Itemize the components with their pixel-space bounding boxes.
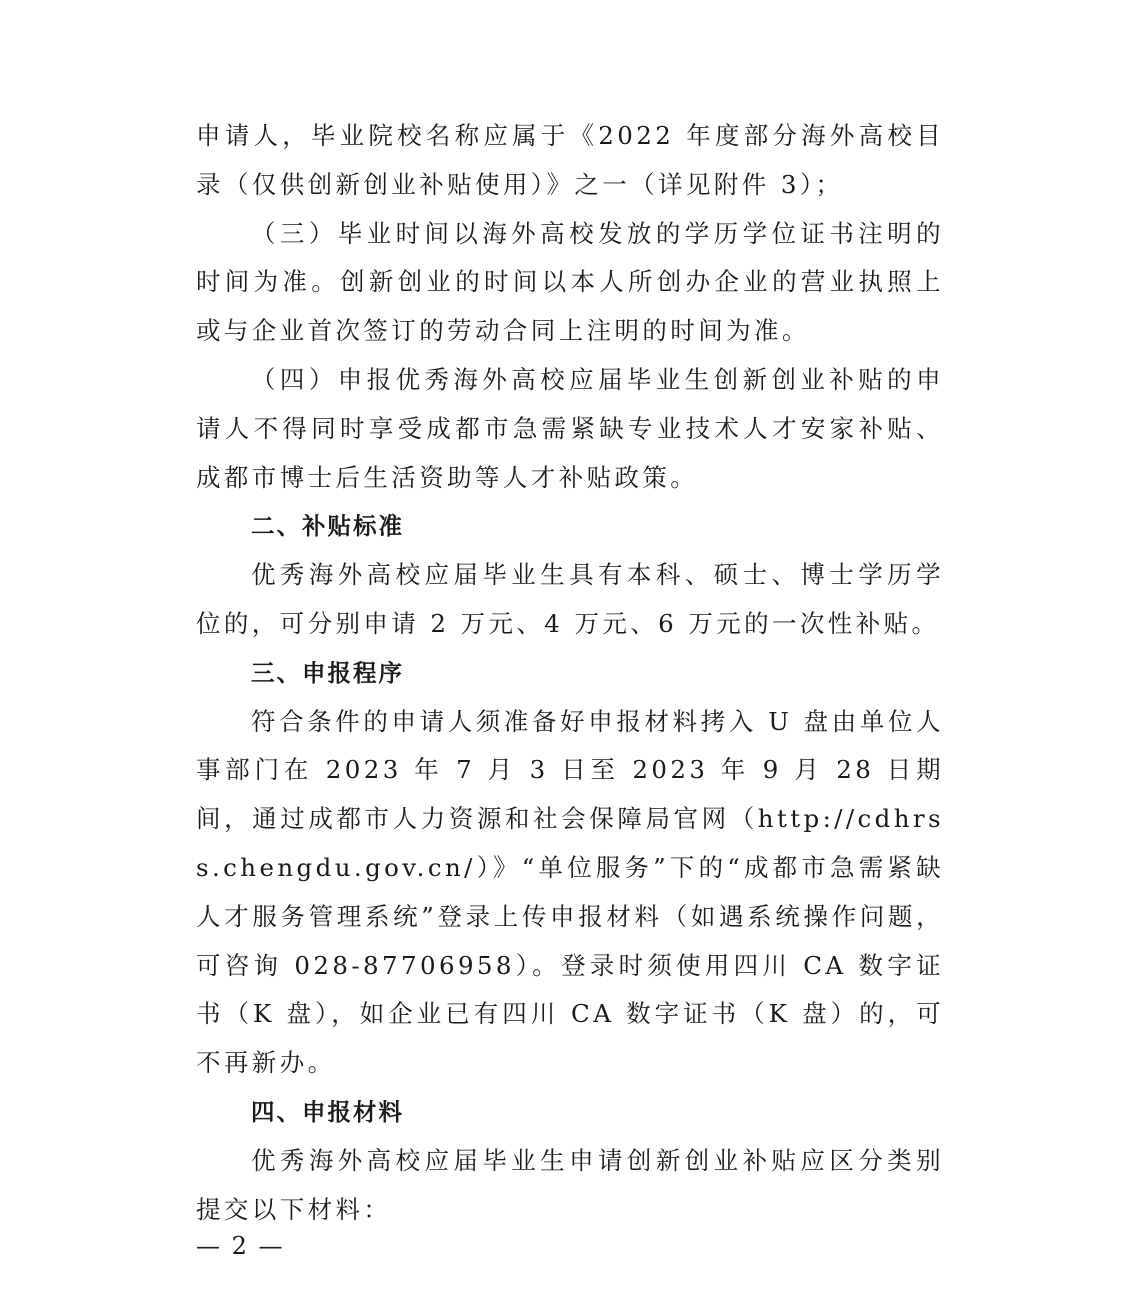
document-body [196,112,944,1234]
heading-application-materials: 四、申报材料 [251,1097,404,1126]
paragraph-subsidy-amount: 优秀海外高校应届毕业生具有本科、硕士、博士学历学位的，可分别申请 2 万元、4 万元、6 万元的一次性补贴。 [196,560,944,638]
heading-application-procedure: 三、申报程序 [251,658,404,687]
paragraph-applicant-school: 申请人，毕业院校名称应属于《2022 年度部分海外高校目录（仅供创新创业补贴使用）》之一（详见附件 3）； [196,121,944,199]
paragraph-graduation-time: （三）毕业时间以海外高校发放的学历学位证书注明的时间为准。创新创业的时间以本人所创办企业的营业执照上或与企业首次签订的劳动合同上注明的时间为准。 [196,218,944,346]
heading-subsidy-standard: 二、补贴标准 [251,512,404,541]
page-number: — 2 — [196,1232,285,1260]
paragraph-materials-intro: 优秀海外高校应届毕业生申请创新创业补贴应区分类别提交以下材料： [196,1145,944,1224]
paragraph-exclusion-policy: （四）申报优秀海外高校应届毕业生创新创业补贴的申请人不得同时享受成都市急需紧缺专业技术人才安家补贴、成都市博士后生活资助等人才补贴政策。 [196,364,944,492]
paragraph-procedure-details: 符合条件的申请人须准备好申报材料拷入 U 盘由单位人事部门在 2023 年 7 月 3 日至 2023 年 9 月 28 日期间，通过成都市人力资源和社会保障局官网（http://cdhrss.chengdu.gov.cn/）》“单位服务”下的“成都市急需紧缺人才服务管理系统”登录上传申报材料（如遇系统操作问题，可咨询 028-87706958）。登录时须使用四川 CA 数字证书（K 盘），如企业已有四川 CA 数字证书（K 盘）的，可不再新办。 [196,706,944,1078]
